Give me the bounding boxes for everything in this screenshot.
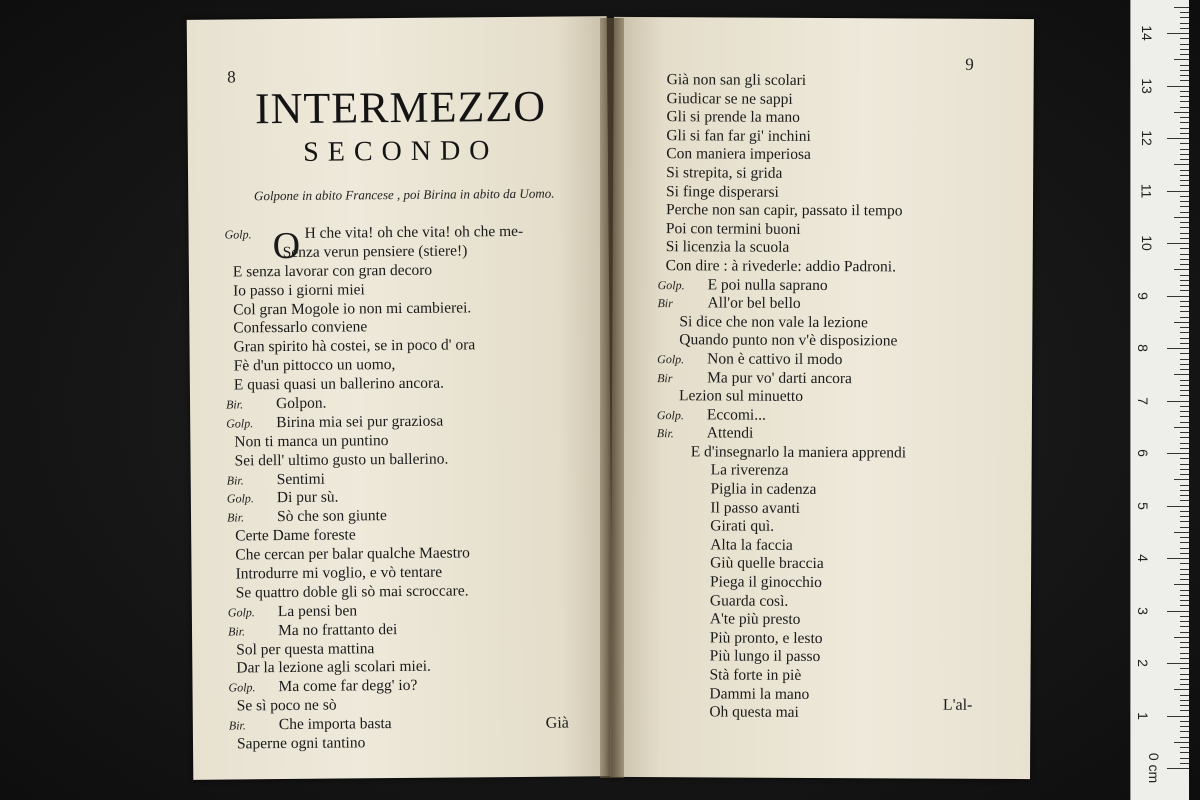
ruler-number: 3	[1134, 606, 1151, 615]
ruler-tick	[1180, 117, 1189, 118]
verse-line	[657, 350, 1017, 370]
book-gutter	[600, 18, 624, 778]
stage-direction: Golpone in abito Francese , poi Birina in abito da Uomo.	[253, 185, 555, 204]
ruler-tick	[1180, 264, 1189, 265]
verse-text: Sò che son giunte	[276, 507, 387, 526]
ruler-tick	[1180, 752, 1189, 753]
verse-line	[657, 387, 1017, 407]
ruler-tick	[1180, 254, 1189, 255]
ruler-tick	[1180, 212, 1189, 213]
ruler-tick	[1180, 469, 1189, 470]
verse-line	[658, 276, 1018, 296]
ruler-tick	[1167, 191, 1189, 192]
ruler-tick	[1167, 296, 1189, 297]
ruler-tick	[1180, 674, 1189, 675]
ruler-tick	[1180, 12, 1189, 13]
ruler-tick	[1180, 485, 1189, 486]
ruler-tick	[1167, 86, 1189, 87]
ruler-tick	[1180, 474, 1189, 475]
ruler-tick	[1180, 537, 1189, 538]
verse-line	[657, 369, 1017, 389]
ruler-tick	[1180, 416, 1189, 417]
ruler-tick	[1180, 747, 1189, 748]
verse-text: E quasi quasi un ballerino ancora.	[233, 374, 444, 394]
ruler-tick	[1180, 17, 1189, 18]
verse-text: Con dire : à rivederle: addio Padroni.	[665, 257, 897, 276]
ruler-tick	[1174, 217, 1189, 218]
ruler-tick	[1180, 595, 1189, 596]
ruler-tick	[1180, 369, 1189, 370]
ruler-number: 4	[1134, 554, 1151, 562]
verse-text: Stà forte in piè	[709, 666, 802, 684]
ruler-tick	[1180, 521, 1189, 522]
ruler-tick	[1180, 548, 1189, 549]
verse-text: Sentimi	[276, 470, 326, 488]
ruler-tick	[1174, 374, 1189, 375]
verse-text: Ma no frattanto dei	[277, 620, 398, 639]
ruler-tick	[1174, 689, 1189, 690]
ruler-tick	[1180, 170, 1189, 171]
verse-text: Se quattro doble gli sò mai scroccare.	[235, 582, 469, 602]
ruler-tick	[1174, 584, 1189, 585]
verse-line	[656, 555, 1016, 575]
verse-text: Ma pur vo' darti ancora	[707, 368, 852, 387]
ruler-number: 6	[1134, 449, 1151, 457]
ruler-tick	[1180, 726, 1189, 727]
page-number-left: 8	[227, 67, 236, 87]
left-verse-lines	[224, 222, 599, 754]
ruler-tick	[1174, 7, 1189, 8]
verse-text: Che cercan per balar qualche Maestro	[235, 544, 470, 564]
speaker-label: Golp.	[224, 227, 252, 242]
ruler-tick	[1180, 185, 1189, 186]
ruler-tick	[1167, 558, 1189, 559]
verse-text: Io passo i giorni miei	[232, 280, 365, 300]
ruler-tick	[1180, 248, 1189, 249]
speaker-label: Bir.	[226, 510, 245, 525]
ruler-tick	[1180, 458, 1189, 459]
verse-line	[657, 331, 1017, 351]
verse-text: Quando punto non v'è disposizione	[679, 331, 898, 350]
ruler-tick	[1180, 285, 1189, 286]
verse-text: Piega il ginocchio	[709, 573, 823, 592]
verse-text: Certe Dame foreste	[235, 526, 356, 545]
verse-text: Oh questa mai	[709, 703, 799, 722]
speaker-label: Bir	[657, 296, 673, 311]
speaker-label: Bir.	[226, 472, 244, 488]
verse-text: Perche non san capir, passato il tempo	[665, 201, 903, 220]
verse-text: Alta la faccia	[710, 536, 793, 554]
verse-line	[659, 90, 1019, 110]
speaker-label: Golp.	[657, 352, 685, 367]
ruler-tick	[1180, 290, 1189, 291]
ruler-unit-label: 0 cm	[1146, 752, 1163, 784]
verse-text: Confessarlo conviene	[233, 318, 368, 337]
ruler-tick	[1174, 59, 1189, 60]
verse-line	[656, 499, 1016, 519]
verse-line	[655, 666, 1015, 686]
verse-text: Senza verun pensiere (stiere!)	[282, 242, 468, 261]
ruler-tick	[1180, 563, 1189, 564]
ruler-tick	[1180, 621, 1189, 622]
drop-cap: O	[272, 224, 301, 268]
verse-text: Che importa basta	[278, 715, 392, 734]
ruler-tick	[1180, 23, 1189, 24]
ruler-tick	[1167, 663, 1189, 664]
verse-line	[658, 108, 1018, 128]
speaker-label: Golp.	[656, 407, 684, 422]
ruler-tick	[1180, 553, 1189, 554]
verse-text: Attendi	[706, 424, 754, 442]
verse-text: Già non san gli scolari	[666, 71, 807, 89]
verse-text: Si strepita, si grida	[666, 164, 783, 182]
ruler-tick	[1180, 196, 1189, 197]
ruler-tick	[1180, 154, 1189, 155]
verse-text: La riverenza	[710, 461, 789, 480]
ruler-tick	[1180, 143, 1189, 144]
verse-text: Fè d'un pittocco un uomo,	[233, 356, 396, 375]
ruler-tick	[1167, 401, 1189, 402]
verse-text: Si dice che non vale la lezione	[679, 312, 868, 331]
verse-text: Gli si prende la mano	[666, 108, 800, 127]
page-number-right: 9	[965, 54, 974, 74]
ruler-tick	[1180, 574, 1189, 575]
ruler-number: 2	[1134, 659, 1151, 667]
verse-line	[658, 164, 1018, 184]
verse-text: Dammi la mano	[709, 685, 810, 703]
ruler-tick	[1180, 364, 1189, 365]
ruler-tick	[1180, 737, 1189, 738]
ruler-tick	[1180, 70, 1189, 71]
ruler-tick	[1180, 710, 1189, 711]
ruler-tick	[1180, 227, 1189, 228]
verse-text: Non è cattivo il modo	[707, 350, 843, 369]
verse-text: Di pur sù.	[276, 489, 339, 507]
ruler-tick	[1180, 647, 1189, 648]
verse-line	[656, 536, 1016, 556]
speaker-label: Bir.	[228, 718, 246, 733]
ruler-tick	[1180, 437, 1189, 438]
verse-line	[657, 294, 1017, 314]
ruler-tick	[1180, 301, 1189, 302]
ruler-tick	[1180, 422, 1189, 423]
measuring-ruler	[1130, 0, 1189, 800]
verse-text: Golpon.	[275, 394, 327, 413]
ruler-tick	[1180, 180, 1189, 181]
verse-text: La pensi ben	[277, 602, 358, 620]
ruler-tick	[1180, 107, 1189, 108]
ruler-tick	[1180, 275, 1189, 276]
verse-text: E poi nulla saprano	[707, 275, 828, 294]
ruler-tick	[1180, 590, 1189, 591]
verse-line	[656, 648, 1016, 668]
verse-text: Sol per questa mattina	[236, 639, 375, 659]
verse-text: Ma come far degg' io?	[278, 677, 418, 696]
ruler-tick	[1180, 600, 1189, 601]
verse-text: Giù quelle braccia	[710, 554, 824, 573]
ruler-tick	[1180, 91, 1189, 92]
speaker-label: Bir.	[656, 426, 674, 441]
ruler-tick	[1180, 626, 1189, 627]
open-book	[190, 18, 1035, 780]
ruler-tick	[1167, 768, 1189, 769]
verse-line	[657, 443, 1017, 463]
ruler-tick	[1180, 695, 1189, 696]
ruler-tick	[1180, 159, 1189, 160]
ruler-tick	[1180, 306, 1189, 307]
left-page	[187, 16, 614, 780]
verse-text: Poi con termini buoni	[665, 219, 801, 238]
ruler-tick	[1180, 658, 1189, 659]
ruler-number: 7	[1134, 396, 1151, 405]
verse-text: Introdurre mi voglio, e vò tentare	[235, 563, 443, 583]
ruler-tick	[1180, 443, 1189, 444]
ruler-tick	[1174, 479, 1189, 480]
ruler-tick	[1180, 75, 1189, 76]
verse-text: E senza lavorar con gran decoro	[232, 261, 433, 281]
ruler-tick	[1180, 605, 1189, 606]
verse-line	[658, 127, 1018, 147]
ruler-tick	[1174, 164, 1189, 165]
speaker-label: Golp.	[228, 680, 256, 695]
ruler-tick	[1180, 642, 1189, 643]
ruler-tick	[1180, 65, 1189, 66]
verse-text: A'te più presto	[709, 610, 801, 629]
verse-text: Si licenzia la scuola	[665, 238, 790, 257]
ruler-tick	[1174, 112, 1189, 113]
ruler-tick	[1180, 500, 1189, 501]
ruler-tick	[1180, 758, 1189, 759]
ruler-tick	[1180, 511, 1189, 512]
verse-text: Piglia in cadenza	[710, 480, 817, 499]
ruler-tick	[1180, 332, 1189, 333]
page-subtitle: SECONDO	[303, 135, 499, 168]
verse-line	[657, 313, 1017, 333]
ruler-tick	[1180, 705, 1189, 706]
verse-line	[656, 480, 1016, 500]
ruler-tick	[1180, 527, 1189, 528]
ruler-tick	[1180, 38, 1189, 39]
speaker-label: Bir	[657, 370, 673, 385]
ruler-tick	[1180, 411, 1189, 412]
ruler-tick	[1174, 637, 1189, 638]
ruler-tick	[1180, 395, 1189, 396]
verse-line	[658, 201, 1018, 221]
verse-text: All'or bel bello	[707, 294, 801, 313]
verse-line	[656, 592, 1016, 612]
ruler-tick	[1180, 122, 1189, 123]
ruler-tick	[1180, 149, 1189, 150]
ruler-tick	[1180, 679, 1189, 680]
ruler-tick	[1180, 700, 1189, 701]
verse-text: Gli si fan far gi' inchini	[666, 126, 811, 145]
verse-text: Lezion sul minuetto	[678, 387, 804, 405]
ruler-tick	[1180, 380, 1189, 381]
verse-text: Saperne ogni tantino	[236, 734, 366, 753]
ruler-tick	[1180, 763, 1189, 764]
ruler-tick	[1180, 432, 1189, 433]
ruler-tick	[1180, 222, 1189, 223]
ruler-tick	[1167, 33, 1189, 34]
verse-text: Sei dell' ultimo gusto un ballerino.	[234, 450, 449, 470]
ruler-tick	[1167, 611, 1189, 612]
verse-line	[229, 732, 599, 754]
ruler-tick	[1180, 101, 1189, 102]
verse-line	[658, 220, 1018, 240]
verse-text: Dar la lezione agli scolari miei.	[236, 658, 431, 677]
verse-text: Si finge disperarsi	[666, 182, 779, 201]
ruler-tick	[1167, 243, 1189, 244]
page-title: INTERMEZZO	[254, 81, 547, 134]
ruler-tick	[1180, 338, 1189, 339]
ruler-tick	[1174, 269, 1189, 270]
ruler-number: 1	[1134, 711, 1151, 720]
ruler-number: 9	[1134, 291, 1151, 300]
ruler-tick	[1180, 233, 1189, 234]
ruler-tick	[1180, 201, 1189, 202]
verse-text: H che vita! oh che vita! oh che me-	[304, 222, 524, 242]
verse-text: Non ti manca un puntino	[234, 431, 389, 451]
verse-text: Più lungo il passo	[709, 647, 821, 666]
right-page	[610, 17, 1034, 779]
ruler-number: 11	[1138, 183, 1155, 198]
ruler-tick	[1180, 653, 1189, 654]
ruler-tick	[1180, 175, 1189, 176]
verse-text: Se sì poco ne sò	[236, 696, 337, 715]
ruler-tick	[1180, 317, 1189, 318]
verse-line	[659, 71, 1019, 91]
ruler-tick	[1180, 206, 1189, 207]
verse-line	[656, 629, 1016, 649]
verse-text: Gran spirito hà costei, se in poco d' ora	[233, 336, 476, 356]
verse-text: Eccomi...	[706, 406, 766, 424]
ruler-tick	[1167, 348, 1189, 349]
ruler-tick	[1180, 54, 1189, 55]
ruler-tick	[1180, 542, 1189, 543]
ruler-tick	[1180, 259, 1189, 260]
ruler-tick	[1167, 138, 1189, 139]
ruler-tick	[1180, 133, 1189, 134]
catchword-left: Già	[545, 714, 569, 732]
ruler-number: 13	[1138, 77, 1155, 94]
ruler-tick	[1180, 616, 1189, 617]
ruler-tick	[1180, 49, 1189, 50]
ruler-number: 14	[1138, 25, 1155, 41]
ruler-tick	[1180, 311, 1189, 312]
ruler-number: 12	[1138, 130, 1155, 146]
ruler-tick	[1180, 495, 1189, 496]
ruler-tick	[1180, 327, 1189, 328]
ruler-tick	[1174, 427, 1189, 428]
ruler-tick	[1167, 453, 1189, 454]
verse-text: Più pronto, e lesto	[709, 629, 823, 647]
ruler-number: 10	[1138, 235, 1155, 251]
ruler-tick	[1180, 390, 1189, 391]
ruler-tick	[1180, 464, 1189, 465]
verse-line	[657, 424, 1017, 444]
verse-text: Col gran Mogole io non mi cambierei.	[233, 298, 472, 319]
ruler-tick	[1167, 716, 1189, 717]
ruler-tick	[1167, 506, 1189, 507]
verse-line	[658, 183, 1018, 203]
ruler-tick	[1174, 322, 1189, 323]
speaker-label: Golp.	[226, 491, 254, 506]
ruler-tick	[1180, 238, 1189, 239]
verse-text: Il passo avanti	[710, 499, 801, 517]
verse-text: Guarda così.	[709, 592, 789, 610]
ruler-tick	[1180, 569, 1189, 570]
catchword-right: L'al-	[942, 696, 973, 714]
ruler-tick	[1180, 721, 1189, 722]
ruler-tick	[1180, 280, 1189, 281]
ruler-tick	[1180, 28, 1189, 29]
verse-text: Con maniera imperiosa	[666, 145, 811, 164]
ruler-tick	[1180, 353, 1189, 354]
ruler-tick	[1180, 668, 1189, 669]
ruler-tick	[1180, 490, 1189, 491]
verse-line	[658, 238, 1018, 258]
ruler-tick	[1180, 731, 1189, 732]
ruler-tick	[1180, 684, 1189, 685]
verse-text: Birina mia sei pur graziosa	[276, 412, 444, 431]
verse-text: Girati quì.	[710, 517, 775, 536]
verse-line	[656, 610, 1016, 630]
ruler-tick	[1180, 44, 1189, 45]
ruler-number: 5	[1134, 501, 1151, 510]
ruler-tick	[1180, 406, 1189, 407]
verse-line	[658, 257, 1018, 277]
ruler-tick	[1180, 128, 1189, 129]
ruler-number: 8	[1134, 344, 1151, 352]
ruler-tick	[1180, 579, 1189, 580]
verse-line	[656, 517, 1016, 537]
ruler-tick	[1180, 516, 1189, 517]
speaker-label: Golp.	[226, 416, 254, 431]
ruler-tick	[1180, 385, 1189, 386]
ruler-tick	[1174, 532, 1189, 533]
ruler-tick	[1180, 359, 1189, 360]
speaker-label: Bir.	[227, 624, 246, 639]
verse-text: E d'insegnarlo la maniera apprendi	[690, 443, 907, 462]
speaker-label: Golp.	[657, 277, 685, 292]
verse-line	[656, 573, 1016, 593]
ruler-tick	[1180, 343, 1189, 344]
verse-line	[658, 146, 1018, 166]
speaker-label: Bir.	[225, 397, 244, 412]
speaker-label: Golp.	[227, 605, 255, 620]
verse-text: Giudicar se ne sappi	[666, 89, 793, 108]
ruler-tick	[1180, 80, 1189, 81]
ruler-tick	[1180, 632, 1189, 633]
ruler-tick	[1180, 96, 1189, 97]
ruler-tick	[1174, 742, 1189, 743]
right-verse-lines	[655, 71, 1018, 724]
verse-line	[657, 406, 1017, 426]
ruler-tick	[1180, 448, 1189, 449]
verse-line	[657, 462, 1017, 482]
